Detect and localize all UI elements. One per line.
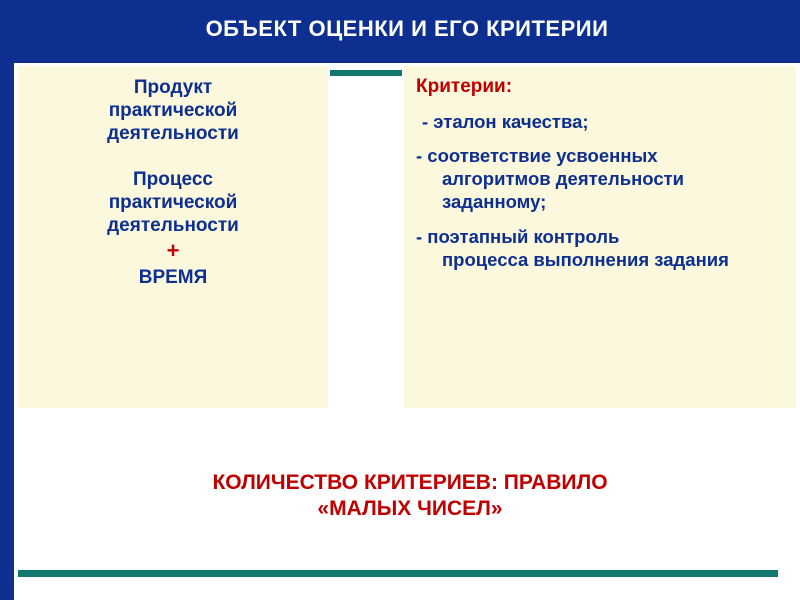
criteria-item-continuation: алгоритмов деятельности заданному; [442,168,685,213]
criteria-heading: Критерии: [416,76,513,97]
page-title: ОБЪЕКТ ОЦЕНКИ И ЕГО КРИТЕРИИ [205,15,609,41]
product-line-1: Продукт [133,77,213,98]
process-line-3: деятельности [107,214,239,236]
plus-symbol: + [166,238,180,264]
footer-line-2: «МАЛЫХ ЧИСЕЛ» [317,497,503,521]
footer-line-1: КОЛИЧЕСТВО КРИТЕРИЕВ: ПРАВИЛО [212,471,608,494]
product-line-3: деятельности [107,123,239,145]
object-of-assessment-panel [18,66,328,408]
teal-connector-bar [330,70,402,76]
product-line-2: практической [108,100,238,122]
slide-title-bar [14,0,800,58]
process-block [26,168,320,238]
spacer [26,146,320,168]
criteria-item-main: - соответствие усвоенных [416,145,658,167]
criteria-item [416,225,786,271]
criteria-item-main: - поэтапный контроль [416,225,620,247]
criteria-item-continuation: процесса выполнения задания [442,248,729,270]
process-line-2: практической [108,191,238,213]
criteria-panel [404,66,796,408]
criteria-item [416,110,786,133]
left-accent-band [0,0,14,600]
time-label: ВРЕМЯ [138,266,208,288]
criteria-item [416,144,786,213]
footer-note [60,470,760,523]
product-block [26,76,320,146]
bottom-accent-bar [18,570,778,577]
process-line-1: Процесс [133,168,213,190]
title-underline [14,58,800,63]
criteria-item-main: - эталон качества; [422,111,589,132]
